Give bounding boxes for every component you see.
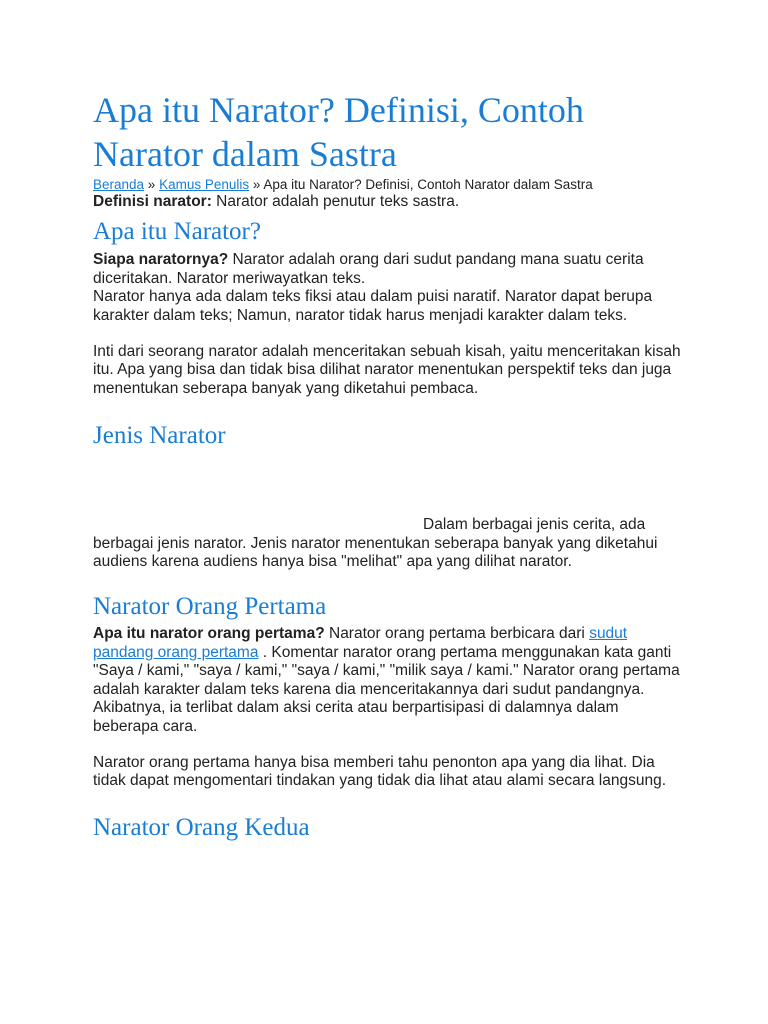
definition-label: Definisi narator: [93, 193, 212, 210]
article [93, 88, 683, 843]
heading-jenis-narator: Jenis Narator [93, 422, 226, 450]
heading-narator-orang-pertama: Narator Orang Pertama [93, 593, 327, 621]
breadcrumb-category-link[interactable]: Kamus Penulis [159, 177, 250, 192]
first-person-paragraph-2: Narator orang pertama hanya bisa memberi tahu penonton apa yang dia lihat. Dia tidak dapat mengomentari tindakan yang tidak dia lihat atau alami secara langsung. [93, 753, 667, 790]
question-answer-end: . Komentar narator orang pertama menggunakan kata ganti "Saya / kami," "saya / kami," "saya / kami," "milik saya / kami." Narator orang pertama adalah karakter dalam teks karena dia menceritakannya dari sudut pandangnya. Akibatnya, ia terlibat dalam aksi cerita atau berpartisipasi di dalamnya dalam beberapa cara. [93, 643, 680, 735]
definition-paragraph [93, 193, 683, 211]
question-answer: Narator adalah orang dari sudut pandang mana suatu cerita diceritakan. Narator meriwayatkan teks. [93, 251, 644, 287]
breadcrumb-home-link[interactable]: Beranda [93, 177, 145, 192]
first-person-paragraph-1 [93, 625, 683, 735]
what-is-paragraph-2: Narator hanya ada dalam teks fiksi atau dalam puisi naratif. Narator dapat berupa karakter dalam teks; Namun, narator tidak harus menjadi karakter dalam teks. [93, 288, 653, 324]
sudut-pandang-orang-pertama-link[interactable]: sudut pandang orang pertama [93, 625, 628, 661]
definition-text: Narator adalah penutur teks sastra. [211, 193, 460, 210]
heading-narator-orang-kedua: Narator Orang Kedua [93, 813, 310, 841]
breadcrumb-separator: » [249, 177, 264, 192]
question-answer-start: Narator orang pertama berbicara dari [324, 625, 590, 643]
question-label: Apa itu narator orang pertama? [93, 625, 325, 643]
breadcrumb [93, 177, 683, 193]
breadcrumb-current: Apa itu Narator? Definisi, Contoh Narator dalam Sastra [263, 177, 593, 192]
what-is-paragraph-1 [93, 251, 683, 288]
breadcrumb-separator: » [144, 177, 160, 192]
types-paragraph-1: Dalam berbagai jenis cerita, ada berbagai jenis narator. Jenis narator menentukan seberapa banyak yang diketahui audiens karena audiens hanya bisa "melihat" apa yang dilihat narator. [93, 516, 658, 571]
page-title: Apa itu Narator? Definisi, Contoh Narator dalam Sastra [93, 90, 584, 174]
what-is-paragraph-3: Inti dari seorang narator adalah menceritakan sebuah kisah, yaitu menceritakan kisah itu. Apa yang bisa dan tidak bisa dilihat narator menentukan perspektif teks dan juga menentukan seberapa banyak yang diketahui pembaca. [93, 343, 681, 397]
heading-apa-itu-narator: Apa itu Narator? [93, 218, 261, 246]
question-label: Siapa naratornya? [93, 251, 229, 269]
